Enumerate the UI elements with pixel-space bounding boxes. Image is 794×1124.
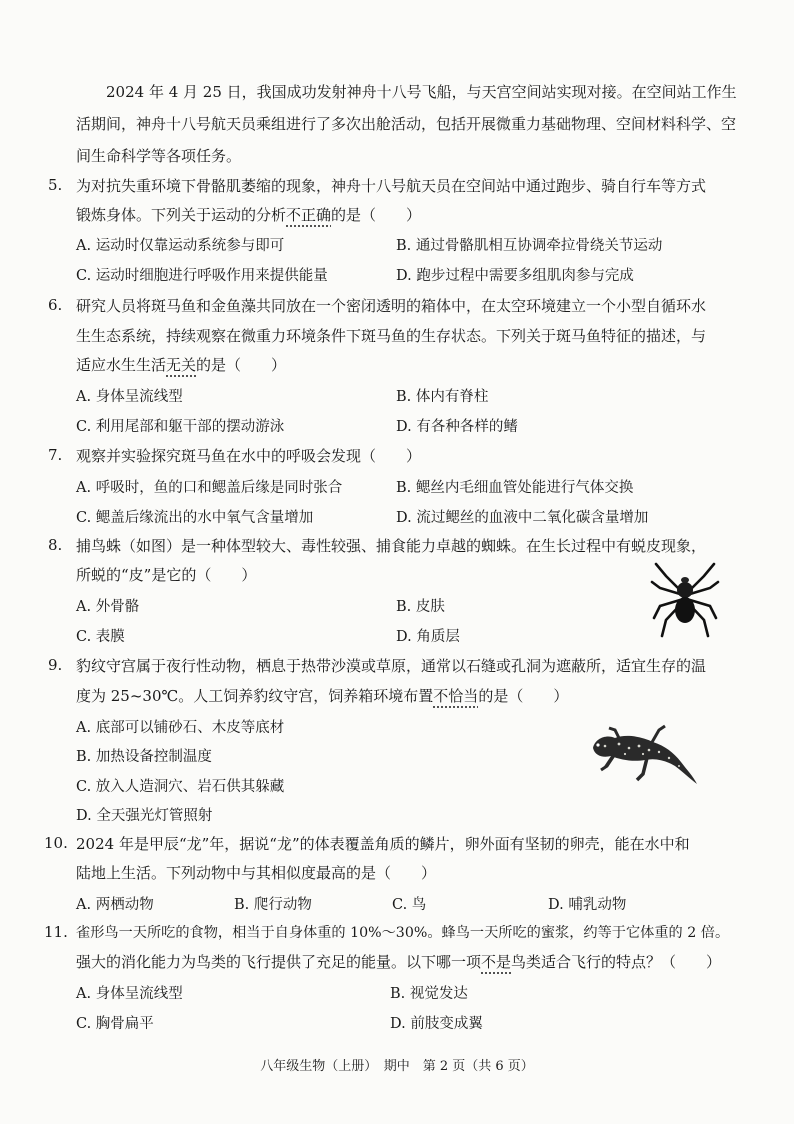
intro-text: 2024 年 4 月 25 日，我国成功发射神舟十八号飞船，与天宫空间站实现对接。在空间站工作生活期间，神舟十八号航天员乘组进行了多次出舱活动，包括开展微重力基础物理、空间材料科学、空间生命科学等各项任务。 (76, 83, 737, 165)
question-text-line: 观察并实验探究斑马鱼在水中的呼吸会发现（ ） (76, 447, 422, 465)
option-a: A. 运动时仅靠运动系统参与即可 (76, 238, 285, 254)
question-text-line: 研究人员将斑马鱼和金鱼藻共同放在一个密闭透明的箱体中，在太空环境建立一个小型自循环水 (76, 297, 707, 315)
tarantula-illustration (650, 560, 720, 640)
text-segment: 的是（ ） (478, 687, 569, 705)
question-text-line (76, 686, 568, 706)
emphasis-text (286, 206, 331, 224)
option-d: D. 跑步过程中需要多组肌肉参与完成 (396, 268, 634, 284)
option-a: A. 呼吸时，鱼的口和鳃盖后缘是同时张合 (76, 480, 343, 496)
option-c: C. 鳃盖后缘流出的水中氧气含量增加 (76, 510, 314, 526)
question-text-line: 陆地上生活。下列动物中与其相似度最高的是（ ） (76, 864, 437, 882)
text-segment: 锻炼身体。下列关于运动的分析 (76, 206, 287, 224)
question-number: 10. (44, 834, 68, 852)
emphasized-word: 不恰当 (433, 687, 479, 705)
option-c: C. 鸟 (392, 897, 427, 913)
option-a: A. 底部可以铺砂石、木皮等底材 (76, 720, 285, 736)
emphasized-word: 不是 (481, 953, 512, 971)
question-text-line: 捕鸟蛛（如图）是一种体型较大、毒性较强、捕食能力卓越的蜘蛛。在生长过程中有蜕皮现象， (76, 537, 707, 555)
option-c: C. 胸骨扁平 (76, 1016, 154, 1032)
option-d: D. 全天强光灯管照射 (76, 808, 213, 824)
question-number: 6. (48, 296, 63, 314)
emphasized-word: 不正确 (286, 206, 332, 224)
question-text-line: 生生态系统，持续观察在微重力环境条件下斑马鱼的生存状态。下列关于斑马鱼特征的描述，与 (76, 327, 707, 345)
text-segment: 度为 25~30℃。人工饲养豹纹守宫，饲养箱环境布置 (76, 687, 434, 705)
option-c: C. 运动时细胞进行呼吸作用来提供能量 (76, 268, 328, 284)
question-text-line: 所蜕的“皮”是它的（ ） (76, 566, 257, 584)
option-d: D. 前肢变成翼 (390, 1016, 483, 1032)
question-number: 9. (48, 656, 63, 674)
question-text-line (76, 205, 421, 225)
text-segment: 强大的消化能力为鸟类的飞行提供了充足的能量。以下哪一项 (76, 953, 482, 971)
question-text-line: 2024 年是甲辰“龙”年，据说“龙”的体表覆盖角质的鳞片，卵外面有坚韧的卵壳，能在水中和 (76, 835, 690, 853)
leopard-gecko-illustration (585, 718, 700, 788)
option-c: C. 利用尾部和躯干部的摆动游泳 (76, 419, 285, 435)
option-b: B. 视觉发达 (390, 986, 468, 1002)
emphasized-word: 无关 (166, 356, 197, 374)
question-number: 5. (48, 176, 63, 194)
option-d: D. 流过鳃丝的血液中二氧化碳含量增加 (396, 510, 649, 526)
option-d: D. 哺乳动物 (548, 897, 627, 913)
intro-paragraph (76, 76, 744, 172)
question-text-line (76, 952, 721, 972)
option-a: A. 身体呈流线型 (76, 389, 183, 405)
option-a: A. 身体呈流线型 (76, 986, 183, 1002)
option-d: D. 有各种各样的鳍 (396, 419, 518, 435)
question-text-line: 为对抗失重环境下骨骼肌萎缩的现象，神舟十八号航天员在空间站中通过跑步、骑自行车等方式 (76, 177, 707, 195)
option-a: A. 两栖动物 (76, 897, 154, 913)
question-number: 7. (48, 446, 63, 464)
text-segment: 适应水生生活 (76, 356, 167, 374)
page-footer: 八年级生物（上册） 期中 第 2 页（共 6 页） (260, 1059, 534, 1074)
option-c: C. 表膜 (76, 629, 125, 645)
question-text-line: 雀形鸟一天所吃的食物，相当于自身体重的 10%～30%。蜂鸟一天所吃的蜜浆，约等于它体重的 2 倍。 (76, 925, 730, 941)
option-b: B. 通过骨骼肌相互协调牵拉骨绕关节运动 (396, 238, 663, 254)
option-b: B. 鳃丝内毛细血管处能进行气体交换 (396, 480, 634, 496)
text-segment: 的是（ ） (331, 206, 422, 224)
option-d: D. 角质层 (396, 629, 460, 645)
text-segment: 鸟类适合飞行的特点？（ ） (511, 953, 722, 971)
question-text-line (76, 355, 286, 375)
text-segment: 的是（ ） (196, 356, 287, 374)
option-b: B. 加热设备控制温度 (76, 749, 212, 765)
option-b: B. 体内有脊柱 (396, 389, 489, 405)
question-number: 11. (44, 923, 68, 941)
option-b: B. 爬行动物 (234, 897, 312, 913)
option-c: C. 放入人造洞穴、岩石供其躲藏 (76, 779, 285, 795)
option-b: B. 皮肤 (396, 599, 445, 615)
question-number: 8. (48, 536, 63, 554)
option-a: A. 外骨骼 (76, 599, 140, 615)
question-text-line: 豹纹守宫属于夜行性动物，栖息于热带沙漠或草原，通常以石缝或孔洞为遮蔽所，适宜生存的温 (76, 657, 707, 675)
